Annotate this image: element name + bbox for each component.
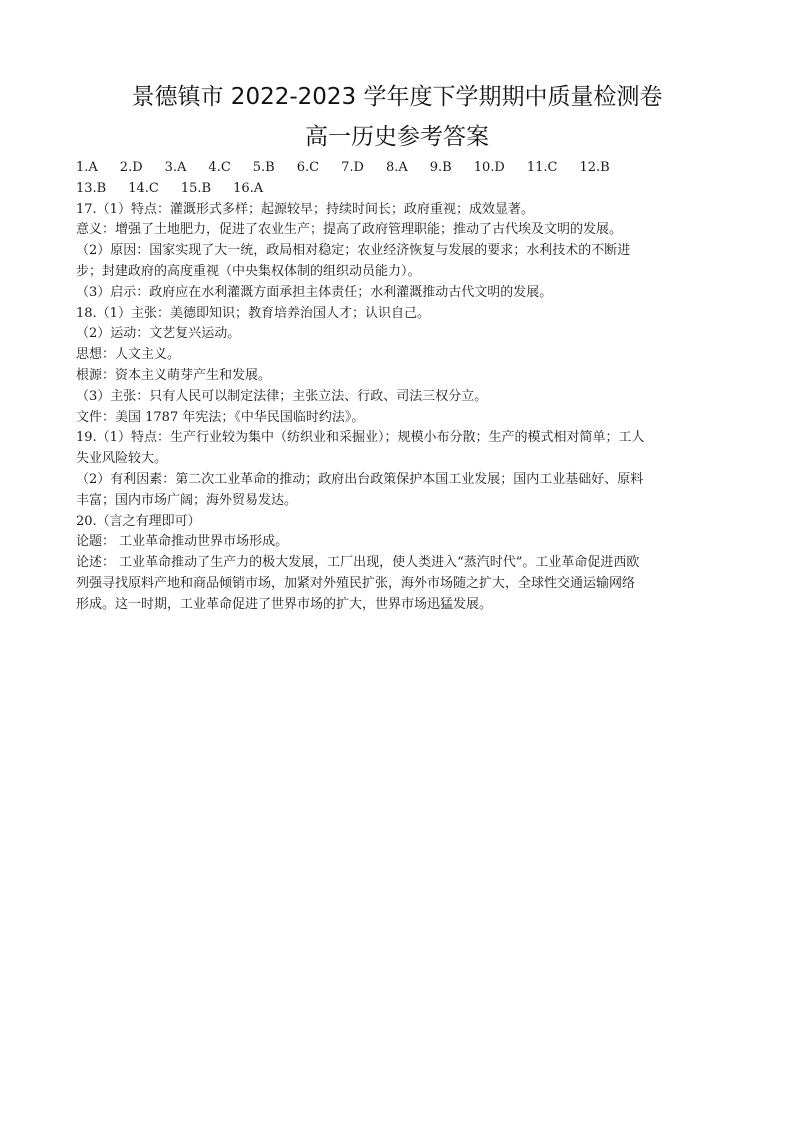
q20-thesis: 论题： 工业革命推动世界市场形成。 <box>76 534 289 550</box>
choice-answer: 4.C <box>208 160 231 175</box>
choice-answer: 14.C <box>128 180 159 196</box>
choice-answer: 3.A <box>164 160 187 175</box>
choice-answer: 15.B <box>180 180 212 196</box>
q18-documents: 文件：美国 1787 年宪法；《中华民国临时约法》。 <box>76 409 365 425</box>
choice-answer: 13.B <box>76 180 107 196</box>
choice-answer: 11.C <box>526 160 558 175</box>
choice-answer: 7.D <box>341 160 364 175</box>
q18-proposition: （3）主张：只有人民可以制定法律；主张立法、行政、司法三权分立。 <box>76 388 488 404</box>
q17-reasons-cont: 步；封建政府的高度重视（中央集权体制的组织动员能力）。 <box>76 263 421 279</box>
choice-answer: 5.B <box>252 160 275 175</box>
q20-argument: 论述： 工业革命推动了生产力的极大发展，工厂出现，使人类进入“蒸汽时代”。工业革命促进西欧 <box>76 555 640 571</box>
choice-answers <box>76 158 724 200</box>
document-title: 景德镇市 2022-2023 学年度下学期期中质量检测卷 <box>131 84 663 110</box>
q20-argument-end: 形成。这一时期，工业革命促进了世界市场的扩大，世界市场迅猛发展。 <box>76 596 493 612</box>
choice-answer: 2.D <box>119 160 143 175</box>
q17-significance: 意义：增强了土地肥力，促进了农业生产；提高了政府管理职能；推动了古代埃及文明的发展。 <box>76 222 623 238</box>
q20-argument-cont: 列强寻找原料产地和商品倾销市场，加紧对外殖民扩张，海外市场随之扩大，全球性交通运输网络 <box>76 575 636 591</box>
q17-features: 17.（1）特点：灌溉形式多样；起源较早；持续时间长；政府重视；成效显著。 <box>76 201 534 217</box>
q17-reasons: （2）原因：国家实现了大一统，政局相对稳定；农业经济恢复与发展的要求；水利技术的不断进 <box>76 243 631 259</box>
document-subtitle: 高一历史参考答案 <box>305 124 489 150</box>
q19-features-cont: 失业风险较大。 <box>76 451 168 467</box>
q19-factors-cont: 丰富；国内市场广阔；海外贸易发达。 <box>76 492 298 508</box>
choice-answer: 16.A <box>233 180 264 196</box>
choice-answer: 10.D <box>473 160 505 175</box>
q18-root: 根源：资本主义萌芽产生和发展。 <box>76 367 272 383</box>
choice-answer: 1.A <box>76 160 98 175</box>
q20-header: 20.（言之有理即可） <box>76 513 201 529</box>
choice-answer: 8.A <box>385 160 408 175</box>
choice-answer: 6.C <box>296 160 320 175</box>
choice-answer: 9.B <box>429 160 452 175</box>
q18-claims: 18.（1）主张：美德即知识；教育培养治国人才；认识自己。 <box>76 305 430 321</box>
answer-body <box>76 158 724 616</box>
q19-factors: （2）有利因素：第二次工业革命的推动；政府出台政策保护本国工业发展；国内工业基础好、原料 <box>76 471 644 487</box>
q18-movement: （2）运动：文艺复兴运动。 <box>76 326 241 342</box>
choice-answer: 12.B <box>579 160 610 175</box>
q19-features: 19.（1）特点：生产行业较为集中（纺织业和采掘业）；规模小布分散；生产的模式相对简单；工人 <box>76 430 645 446</box>
q18-thought: 思想：人文主义。 <box>76 347 181 363</box>
q17-enlightenment: （3）启示：政府应在水利灌溉方面承担主体责任；水利灌溉推动古代文明的发展。 <box>76 284 553 300</box>
